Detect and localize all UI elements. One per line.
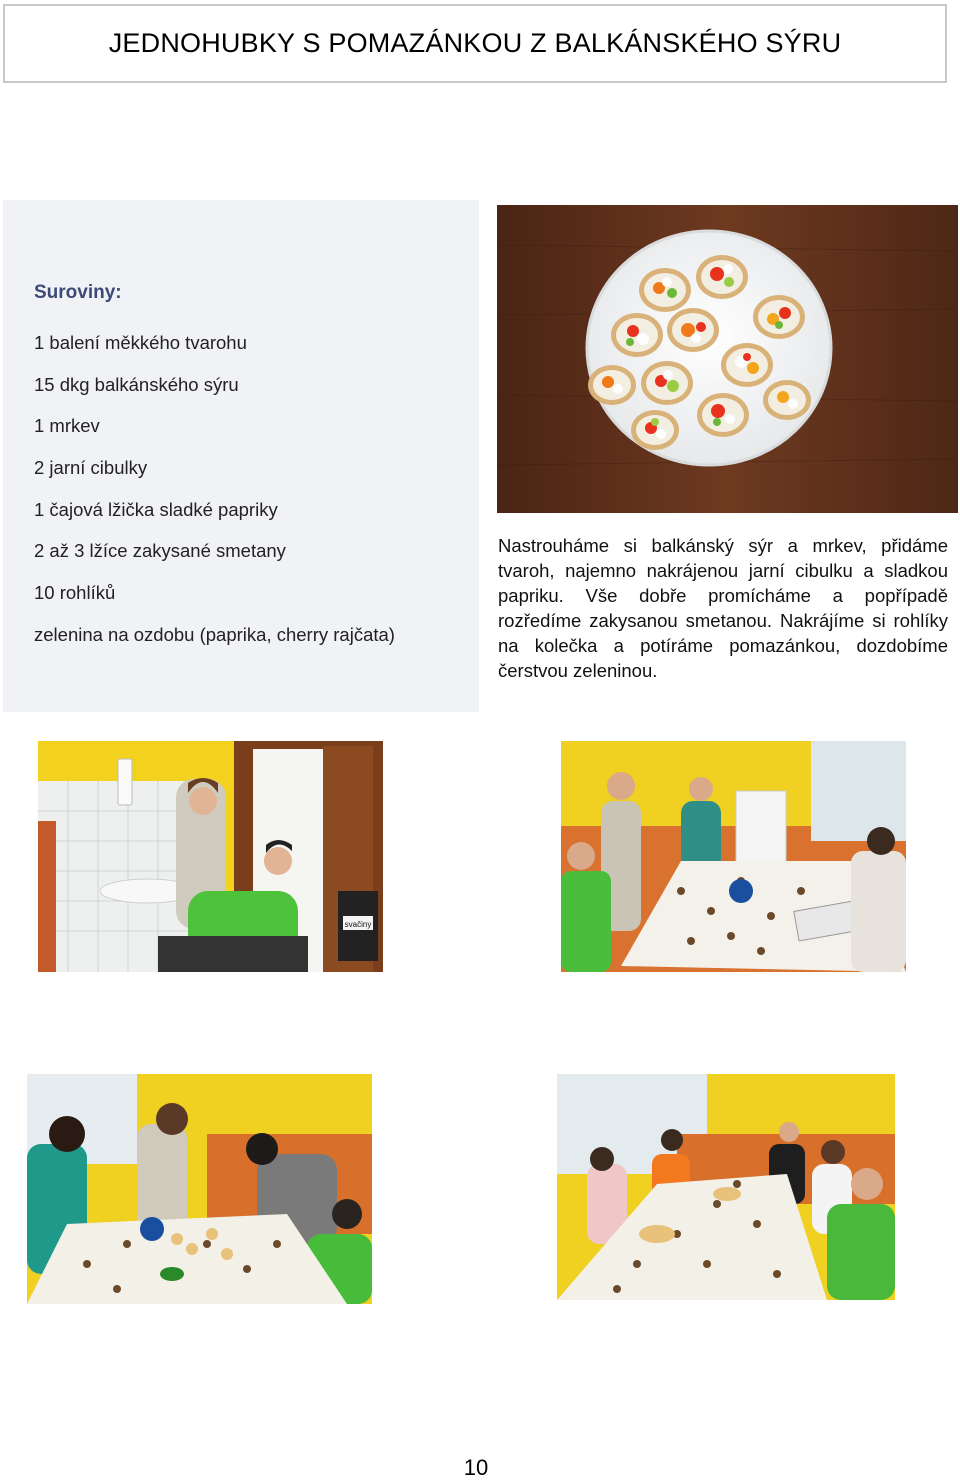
ingredient-item: 10 rohlíků [34,582,116,604]
title-box [3,4,947,83]
kitchen-photo [38,741,383,972]
ingredients-list [34,330,395,664]
ingredient-item: 2 až 3 lžíce zakysané smetany [34,540,286,562]
ingredients-heading: Suroviny: [34,282,122,303]
ingredient-item: 2 jarní cibulky [34,457,148,479]
page-title: JEDNOHUBKY S POMAZÁNKOU Z BALKÁNSKÉHO SÝRU [108,28,842,58]
photo-sign-label: svačiny [344,920,372,929]
ingredients-panel [3,200,479,712]
page-number: 10 [463,1455,489,1480]
ingredient-item: 15 dkg balkánského sýru [34,373,239,395]
group-table-photo-2 [27,1074,372,1304]
ingredient-item: 1 mrkev [34,415,100,437]
group-table-photo-1 [561,741,906,972]
food-plate-photo [497,205,958,513]
ingredient-item: 1 čajová lžička sladké papriky [34,498,278,520]
group-table-photo-3 [557,1074,895,1300]
ingredient-item: zelenina na ozdobu (paprika, cherry rajčata) [34,623,395,645]
recipe-description: Nastrouháme si balkánský sýr a mrkev, přidáme tvaroh, najemno nakrájenou jarní cibulku a sladkou papriku. Vše dobře promícháme a popřípadě rozředíme zakysanou smetanou. Nakrájíme si rohlíky na kolečka a potíráme pomazánkou, dozdobíme čerstvou zeleninou. [498,535,948,681]
ingredient-item: 1 balení měkkého tvarohu [34,332,247,353]
